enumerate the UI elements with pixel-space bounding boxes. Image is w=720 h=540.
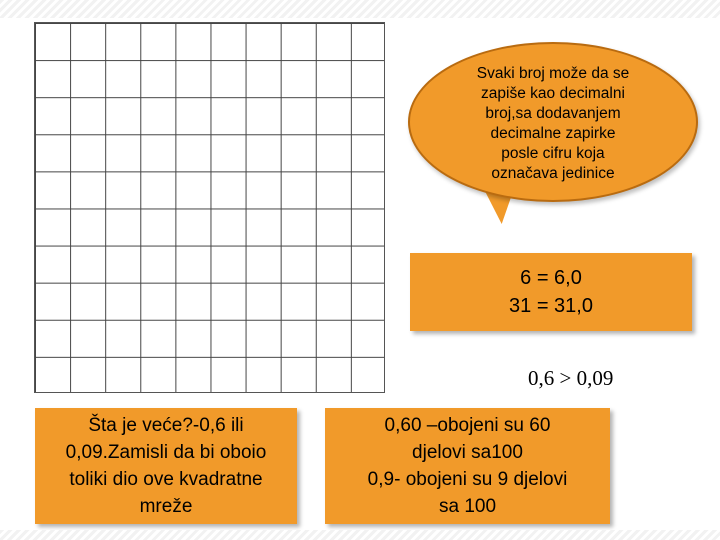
speech-bubble-line: zapiše kao decimalni	[481, 85, 625, 102]
question-line: toliki dio ove kvadratne	[69, 469, 263, 490]
decorative-top-border	[0, 0, 720, 18]
question-line: 0,09.Zamisli da bi oboio	[65, 442, 267, 463]
answer-box	[325, 408, 610, 524]
answer-line: sa 100	[438, 496, 497, 517]
speech-bubble-text	[453, 64, 653, 184]
answer-line: 0,9- obojeni su 9 djelovi	[367, 469, 568, 490]
answer-text	[368, 412, 568, 520]
answer-line: djelovi sa100	[412, 442, 523, 463]
equation-line: 31 = 31,0	[509, 295, 593, 317]
speech-bubble-line: posle cifru koja	[501, 145, 605, 162]
question-box	[35, 408, 297, 524]
speech-bubble-line: Svaki broj može da se	[476, 65, 630, 82]
decorative-bottom-border	[0, 530, 720, 540]
speech-bubble-line: označava jedinice	[491, 165, 615, 182]
equations-box	[410, 253, 692, 331]
question-line: Šta je veće?-0,6 ili	[88, 415, 244, 436]
question-line: mreže	[139, 496, 193, 517]
speech-bubble-line: broj,sa dodavanjem	[485, 105, 621, 122]
speech-bubble-line: decimalne zapirke	[490, 125, 616, 142]
answer-line: 0,60 –obojeni su 60	[384, 415, 551, 436]
speech-bubble	[408, 42, 698, 202]
equation-line: 6 = 6,0	[520, 267, 582, 289]
hundred-square-grid	[34, 22, 385, 393]
comparison-text: 0,6 > 0,09	[528, 366, 614, 390]
question-text	[66, 412, 267, 520]
